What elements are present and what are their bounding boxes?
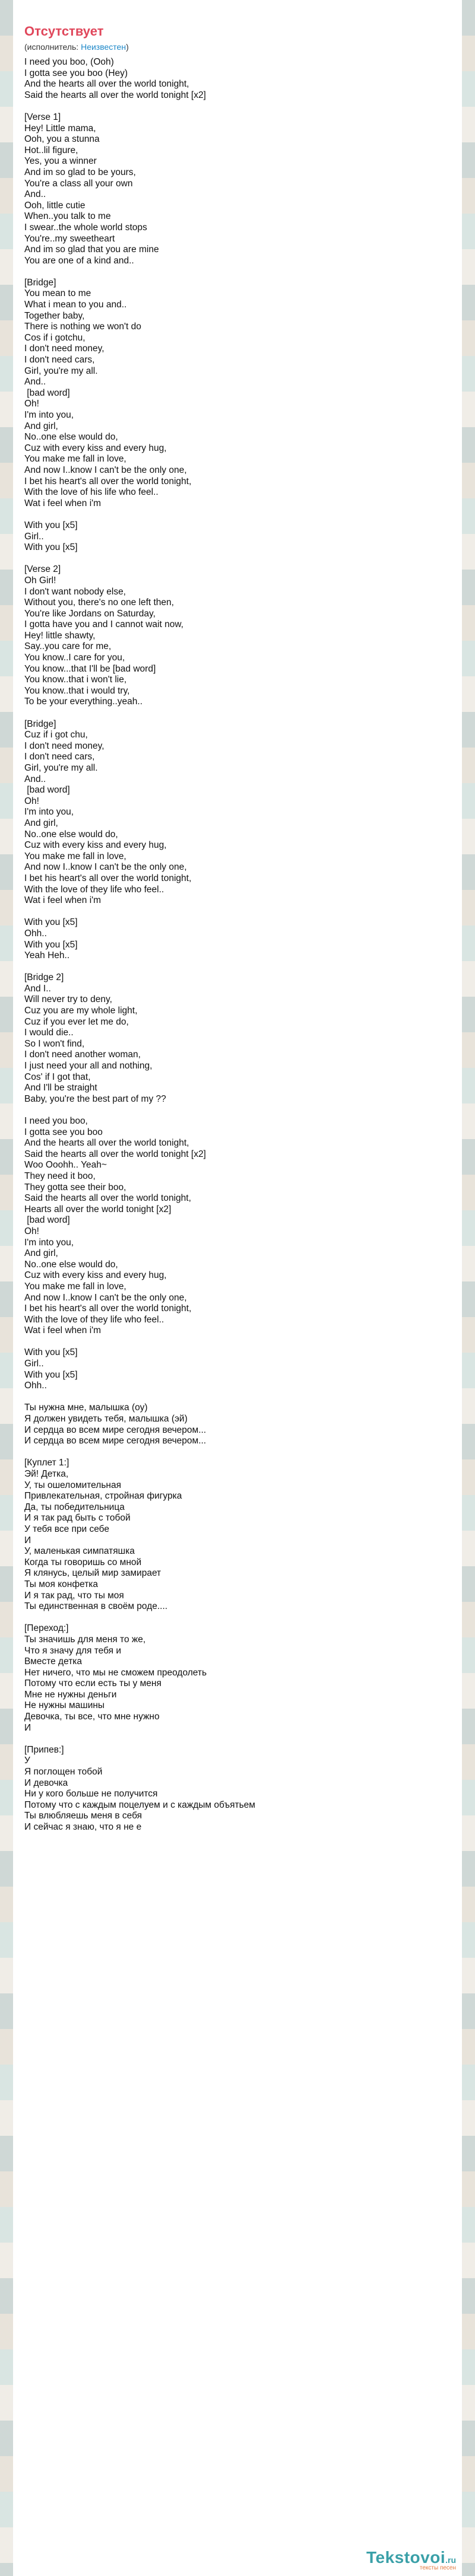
song-content bbox=[24, 24, 440, 1833]
song-title: Отсутствует bbox=[24, 24, 104, 39]
lyrics-line: I don't need another woman, bbox=[24, 1050, 141, 1060]
lyrics-line: Yes, you a winner bbox=[24, 156, 97, 167]
lyrics-line: Ни у кого больше не получится bbox=[24, 1789, 158, 1799]
lyrics-line: Cos if i gotchu, bbox=[24, 332, 86, 343]
lyrics-line: Baby, you're the best part of my ?? bbox=[24, 1093, 166, 1104]
lyrics-line: Oh! bbox=[24, 399, 39, 409]
lyrics-line: У тебя все при себе bbox=[24, 1524, 109, 1534]
lyrics-line: You know..that i won't lie, bbox=[24, 675, 127, 685]
lyrics-line: I bet his heart's all over the world tonight, bbox=[24, 1303, 192, 1314]
lyrics-line: You make me fall in love, bbox=[24, 851, 126, 861]
lyrics-blank-line bbox=[24, 708, 440, 719]
lyrics-line: And.. bbox=[24, 774, 46, 784]
lyrics-line: I don't need money, bbox=[24, 740, 104, 751]
lyrics-line: Ты моя конфетка bbox=[24, 1579, 99, 1589]
lyrics-line: Ты нужна мне, малышка (оу) bbox=[24, 1403, 148, 1413]
lyrics-line: [Переход:] bbox=[24, 1623, 69, 1634]
lyrics-line: Cos' if I got that, bbox=[24, 1071, 91, 1082]
lyrics-line: So I won't find, bbox=[24, 1038, 85, 1049]
lyrics-line: И я так рад, что ты моя bbox=[24, 1590, 124, 1601]
lyrics-blank-line bbox=[24, 554, 440, 565]
performer-line bbox=[24, 42, 440, 52]
lyrics-blank-line bbox=[24, 266, 440, 278]
lyrics-line: Потому что с каждым поцелуем и с каждым объятьем bbox=[24, 1799, 255, 1810]
lyrics-line: I'm into you, bbox=[24, 1237, 74, 1248]
lyrics-line: Ohh.. bbox=[24, 1381, 47, 1391]
lyrics-line: I need you boo, (Ooh) bbox=[24, 57, 114, 67]
lyrics-line: Cuz if i got chu, bbox=[24, 730, 88, 740]
lyrics-line: Что я значу для тебя и bbox=[24, 1645, 122, 1656]
lyrics-line: Girl.. bbox=[24, 1359, 44, 1369]
lyrics-line: Oh! bbox=[24, 1226, 39, 1236]
logo-domain-text: .ru bbox=[445, 2555, 456, 2565]
lyrics-line: And now I..know I can't be the only one, bbox=[24, 465, 187, 475]
lyrics-line: Girl, you're my all. bbox=[24, 763, 98, 773]
lyrics-line: Cuz with every kiss and every hug, bbox=[24, 1270, 167, 1281]
lyrics-line: I need you boo, bbox=[24, 1116, 88, 1126]
lyrics-blank-line bbox=[24, 907, 440, 918]
site-logo[interactable] bbox=[366, 2548, 456, 2571]
lyrics-blank-line bbox=[24, 962, 440, 973]
lyrics-line: And now I..know I can't be the only one, bbox=[24, 862, 187, 873]
lyrics-line: And the hearts all over the world tonight, bbox=[24, 1138, 189, 1149]
lyrics-line: Потому что если есть ты у меня bbox=[24, 1678, 162, 1689]
lyrics-line: With you [x5] bbox=[24, 1369, 78, 1380]
lyrics-line: What i mean to you and.. bbox=[24, 300, 127, 310]
lyrics-line: And.. bbox=[24, 377, 46, 387]
lyrics-line: Will never try to deny, bbox=[24, 994, 112, 1005]
decorative-left-stripe bbox=[0, 0, 13, 2576]
lyrics-blank-line bbox=[24, 509, 440, 520]
lyrics-line: Ohh.. bbox=[24, 928, 47, 939]
lyrics-line: Cuz with every kiss and every hug, bbox=[24, 443, 167, 453]
lyrics-line: And the hearts all over the world tonight, bbox=[24, 79, 189, 90]
lyrics-line: Ты значишь для меня то же, bbox=[24, 1634, 146, 1645]
lyrics-line: And girl, bbox=[24, 1248, 58, 1259]
lyrics-line: And girl, bbox=[24, 421, 58, 431]
lyrics-line: No..one else would do, bbox=[24, 432, 118, 443]
lyrics-line: With you [x5] bbox=[24, 917, 78, 928]
lyrics-line: [bad word] bbox=[24, 387, 70, 398]
lyrics-line: Cuz with every kiss and every hug, bbox=[24, 840, 167, 851]
lyrics-line: [Bridge] bbox=[24, 718, 56, 729]
lyrics-line: I don't need money, bbox=[24, 344, 104, 354]
lyrics-line: [Verse 1] bbox=[24, 112, 61, 122]
lyrics-line: You know..I care for you, bbox=[24, 653, 125, 663]
lyrics-line: I gotta see you boo bbox=[24, 1127, 103, 1137]
lyrics-line: Ты единственная в своём роде.... bbox=[24, 1601, 168, 1612]
lyrics-line: And.. bbox=[24, 189, 46, 200]
lyrics-line: Привлекательная, стройная фигурка bbox=[24, 1491, 182, 1502]
lyrics-line: Hot..lil figure, bbox=[24, 145, 78, 155]
lyrics-line: И bbox=[24, 1535, 31, 1545]
lyrics-line: You mean to me bbox=[24, 288, 91, 299]
lyrics-line: I gotta have you and I cannot wait now, bbox=[24, 619, 183, 630]
lyrics-line: Said the hearts all over the world tonight [x2] bbox=[24, 90, 206, 100]
lyrics-line: [Припев:] bbox=[24, 1744, 64, 1755]
lyrics-line: I swear..the whole world stops bbox=[24, 222, 147, 233]
lyrics-line: Hearts all over the world tonight [x2] bbox=[24, 1204, 172, 1214]
lyrics-line: I would die.. bbox=[24, 1028, 74, 1038]
lyrics-blank-line bbox=[24, 1734, 440, 1745]
lyrics-line: Cuz you are my whole light, bbox=[24, 1006, 138, 1016]
lyrics-line: Мне не нужны деньги bbox=[24, 1689, 117, 1700]
performer-prefix: (исполнитель: bbox=[24, 42, 81, 52]
lyrics-line: Я поглощен тобой bbox=[24, 1767, 103, 1777]
performer-link[interactable]: Неизвестен bbox=[81, 42, 126, 52]
lyrics-line: Да, ты победительница bbox=[24, 1502, 125, 1512]
lyrics-line: With the love of they life who feel.. bbox=[24, 884, 164, 895]
lyrics-line: [Bridge 2] bbox=[24, 972, 64, 983]
lyrics-line: With you [x5] bbox=[24, 939, 78, 950]
lyrics-line: [Куплет 1:] bbox=[24, 1458, 69, 1468]
logo-tagline: тексты песен bbox=[419, 2565, 456, 2571]
lyrics-line: And now I..know I can't be the only one, bbox=[24, 1292, 187, 1303]
lyrics-line: У, маленькая симпатяшка bbox=[24, 1546, 135, 1557]
lyrics-blank-line bbox=[24, 1613, 440, 1624]
lyrics-line: И я так рад быть с тобой bbox=[24, 1513, 131, 1524]
lyrics-line: И сердца во всем мире сегодня вечером... bbox=[24, 1436, 207, 1446]
lyrics-line: Не нужны машины bbox=[24, 1700, 105, 1711]
lyrics-line: Нет ничего, что мы не сможем преодолеть bbox=[24, 1667, 207, 1678]
lyrics-line: И сейчас я знаю, что я не е bbox=[24, 1822, 142, 1832]
lyrics-line: I bet his heart's all over the world tonight, bbox=[24, 873, 192, 883]
lyrics-line: Hey! little shawty, bbox=[24, 630, 96, 641]
lyrics-line: И bbox=[24, 1722, 31, 1733]
lyrics-line: Cuz if you ever let me do, bbox=[24, 1016, 129, 1027]
lyrics-line: Say..you care for me, bbox=[24, 641, 112, 652]
lyrics-blank-line bbox=[24, 1337, 440, 1348]
lyrics-line: They need it boo, bbox=[24, 1171, 96, 1181]
lyrics-line: Hey! Little mama, bbox=[24, 123, 96, 133]
lyrics-line: To be your everything..yeah.. bbox=[24, 697, 143, 707]
lyrics-line: [Verse 2] bbox=[24, 564, 61, 575]
lyrics-line: No..one else would do, bbox=[24, 829, 118, 839]
lyrics-line: No..one else would do, bbox=[24, 1259, 118, 1270]
lyrics-line: I don't want nobody else, bbox=[24, 586, 126, 597]
lyrics-line: I don't need cars, bbox=[24, 752, 95, 762]
lyrics-line: [Bridge] bbox=[24, 277, 56, 288]
lyrics-line: You make me fall in love, bbox=[24, 454, 126, 465]
lyrics-line: There is nothing we won't do bbox=[24, 322, 141, 332]
lyrics-line: Oh Girl! bbox=[24, 575, 56, 586]
lyrics-line: And I'll be straight bbox=[24, 1083, 97, 1093]
lyrics-line: And im so glad that you are mine bbox=[24, 244, 159, 255]
lyrics-line: You make me fall in love, bbox=[24, 1281, 126, 1292]
lyrics-blank-line bbox=[24, 101, 440, 112]
lyrics-blank-line bbox=[24, 1105, 440, 1116]
lyrics-line: And im so glad to be yours, bbox=[24, 167, 136, 177]
lyrics-line: I don't need cars, bbox=[24, 355, 95, 365]
lyrics-line: You know..that i would try, bbox=[24, 685, 130, 696]
lyrics-line: Когда ты говоришь со мной bbox=[24, 1557, 142, 1567]
lyrics-line: I bet his heart's all over the world tonight, bbox=[24, 476, 192, 486]
lyrics-blank-line bbox=[24, 1447, 440, 1458]
lyrics-line: Ты влюбляешь меня в себя bbox=[24, 1811, 142, 1821]
lyrics-line: With the love of his life who feel.. bbox=[24, 487, 159, 498]
lyrics-line: Вместе детка bbox=[24, 1656, 83, 1667]
lyrics-line: Я должен увидеть тебя, малышка (эй) bbox=[24, 1414, 188, 1424]
lyrics-line: I just need your all and nothing, bbox=[24, 1061, 153, 1071]
lyrics-line: Wat i feel when i'm bbox=[24, 498, 102, 508]
lyrics-blank-line bbox=[24, 1392, 440, 1403]
lyrics-line: И сердца во всем мире сегодня вечером... bbox=[24, 1424, 207, 1435]
lyrics-line: I'm into you, bbox=[24, 807, 74, 818]
lyrics-line: When..you talk to me bbox=[24, 211, 111, 222]
lyrics-line: И девочка bbox=[24, 1777, 68, 1788]
lyrics-line: You are one of a kind and.. bbox=[24, 255, 134, 266]
logo-main-text: Tekstovoi bbox=[366, 2548, 446, 2567]
lyrics-line: They gotta see their boo, bbox=[24, 1182, 126, 1192]
lyrics-line: You're like Jordans on Saturday, bbox=[24, 608, 156, 619]
lyrics-line: Woo Ooohh.. Yeah~ bbox=[24, 1160, 107, 1171]
lyrics-line: Я клянусь, целый мир замирает bbox=[24, 1568, 162, 1579]
lyrics-line: Эй! Детка, bbox=[24, 1469, 69, 1479]
lyrics-line: You're a class all your own bbox=[24, 178, 133, 189]
lyrics-line: You're..my sweetheart bbox=[24, 233, 115, 244]
performer-suffix: ) bbox=[126, 42, 129, 52]
lyrics-block bbox=[24, 57, 440, 1833]
lyrics-line: With the love of they life who feel.. bbox=[24, 1314, 164, 1325]
lyrics-line: I gotta see you boo (Hey) bbox=[24, 68, 128, 78]
lyrics-line: With you [x5] bbox=[24, 520, 78, 530]
lyrics-line: Said the hearts all over the world tonight, bbox=[24, 1193, 191, 1204]
lyrics-line: Girl, you're my all. bbox=[24, 365, 98, 376]
lyrics-line: Wat i feel when i'm bbox=[24, 1325, 102, 1336]
lyrics-line: Oh! bbox=[24, 796, 39, 806]
decorative-right-stripe bbox=[462, 0, 475, 2576]
lyrics-line: [bad word] bbox=[24, 785, 70, 796]
lyrics-line: Девочка, ты все, что мне нужно bbox=[24, 1712, 160, 1722]
lyrics-line: Together baby, bbox=[24, 310, 85, 321]
lyrics-line: Wat i feel when i'm bbox=[24, 895, 102, 906]
lyrics-line: Without you, there's no one left then, bbox=[24, 597, 174, 608]
lyrics-line: Said the hearts all over the world tonight [x2] bbox=[24, 1149, 206, 1159]
lyrics-line: With you [x5] bbox=[24, 542, 78, 553]
lyrics-line: У, ты ошеломительная bbox=[24, 1480, 121, 1490]
lyrics-line: You know...that I'll be [bad word] bbox=[24, 663, 156, 674]
lyrics-line: I'm into you, bbox=[24, 410, 74, 420]
lyrics-line: And I.. bbox=[24, 983, 51, 994]
lyrics-line: Yeah Heh.. bbox=[24, 950, 70, 961]
lyrics-line: У bbox=[24, 1756, 30, 1766]
lyrics-line: Ooh, little cutie bbox=[24, 200, 86, 211]
lyrics-line: And girl, bbox=[24, 818, 58, 828]
lyrics-line: Girl.. bbox=[24, 531, 44, 542]
lyrics-line: [bad word] bbox=[24, 1215, 70, 1226]
lyrics-line: With you [x5] bbox=[24, 1347, 78, 1358]
lyrics-line: Ooh, you a stunna bbox=[24, 134, 100, 145]
